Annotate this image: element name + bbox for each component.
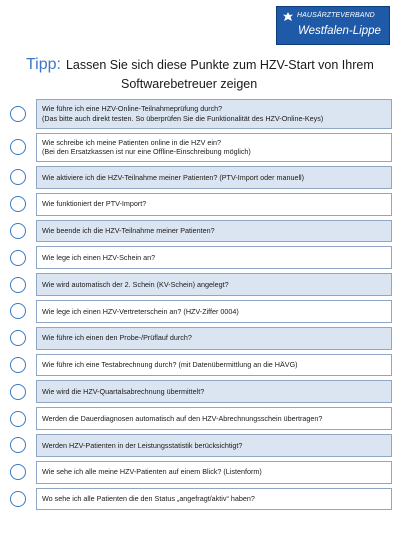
question-box bbox=[36, 434, 392, 457]
checkbox-circle[interactable] bbox=[10, 223, 26, 239]
question-text: Wie lege ich einen HZV-Vertreterschein an? (HZV-Ziffer 0004) bbox=[42, 306, 239, 316]
checkbox-circle[interactable] bbox=[10, 106, 26, 122]
question-text: Wie wird die HZV-Quartalsabrechnung übermittelt? bbox=[42, 387, 205, 397]
question-text: Wo sehe ich alle Patienten die den Status „angefragt/aktiv“ haben? bbox=[42, 494, 255, 504]
checkbox-circle[interactable] bbox=[10, 384, 26, 400]
checkbox-circle[interactable] bbox=[10, 303, 26, 319]
checklist-item bbox=[0, 218, 400, 245]
checklist-item bbox=[0, 405, 400, 432]
checklist-item bbox=[0, 352, 400, 379]
checkbox-circle[interactable] bbox=[10, 277, 26, 293]
checkbox-circle[interactable] bbox=[10, 491, 26, 507]
question-text: Wie beende ich die HZV-Teilnahme meiner Patienten? bbox=[42, 226, 215, 236]
question-box bbox=[36, 273, 392, 296]
question-text: Wie führe ich eine Testabrechnung durch? (mit Datenübermittlung an die HÄVG) bbox=[42, 360, 298, 370]
checklist-item bbox=[0, 486, 400, 513]
checklist-item bbox=[0, 131, 400, 165]
checklist-item bbox=[0, 271, 400, 298]
question-text: Werden HZV-Patienten in der Leistungsstatistik berücksichtigt? bbox=[42, 440, 243, 450]
question-text: Wie funktioniert der PTV-Import? bbox=[42, 199, 147, 209]
checklist-item bbox=[0, 97, 400, 131]
question-text: Wie wird automatisch der 2. Schein (KV-Schein) angelegt? bbox=[42, 279, 229, 289]
checkbox-circle[interactable] bbox=[10, 330, 26, 346]
checkbox-circle[interactable] bbox=[10, 196, 26, 212]
checkbox-circle[interactable] bbox=[10, 357, 26, 373]
checkbox-circle[interactable] bbox=[10, 250, 26, 266]
checkbox-circle[interactable] bbox=[10, 437, 26, 453]
question-box bbox=[36, 133, 392, 163]
page-title bbox=[26, 55, 396, 94]
logo-org-line: HAUSÄRZTEVERBAND bbox=[297, 12, 375, 19]
question-text: Werden die Dauerdiagnosen automatisch auf den HZV-Abrechnungsschein übertragen? bbox=[42, 413, 323, 423]
checklist-item bbox=[0, 459, 400, 486]
checklist-item bbox=[0, 432, 400, 459]
title-line-1: Lassen Sie sich diese Punkte zum HZV-Start von Ihrem bbox=[65, 58, 374, 72]
checkbox-circle[interactable] bbox=[10, 139, 26, 155]
question-box bbox=[36, 300, 392, 323]
question-box bbox=[36, 166, 392, 189]
question-box bbox=[36, 246, 392, 269]
question-text: Wie sehe ich alle meine HZV-Patienten auf einem Blick? (Listenform) bbox=[42, 467, 262, 477]
logo bbox=[276, 6, 390, 45]
question-note: (Bei den Ersatzkassen ist nur eine Offline-Einschreibung möglich) bbox=[42, 147, 251, 157]
question-text: Wie aktiviere ich die HZV-Teilnahme meiner Patienten? (PTV-Import oder manuell) bbox=[42, 172, 305, 182]
checkbox-circle[interactable] bbox=[10, 464, 26, 480]
title-line-2: Softwarebetreuer zeigen bbox=[121, 77, 258, 91]
question-text: Wie führe ich eine HZV-Online-Teilnahmeprüfung durch? bbox=[42, 104, 223, 114]
question-box bbox=[36, 220, 392, 243]
checklist-item bbox=[0, 325, 400, 352]
checkbox-circle[interactable] bbox=[10, 169, 26, 185]
checklist-item bbox=[0, 191, 400, 218]
question-box bbox=[36, 193, 392, 216]
question-note: (Das bitte auch direkt testen. So überprüfen Sie die Funktionalität des HZV-Online-Keys) bbox=[42, 113, 324, 123]
question-box bbox=[36, 407, 392, 430]
question-text: Wie lege ich einen HZV-Schein an? bbox=[42, 253, 156, 263]
checklist-item bbox=[0, 244, 400, 271]
question-box bbox=[36, 461, 392, 484]
checklist bbox=[0, 97, 400, 512]
checklist-item bbox=[0, 298, 400, 325]
tipp-label: Tipp: bbox=[26, 56, 61, 73]
question-text: Wie schreibe ich meine Patienten online in die HZV ein? bbox=[42, 137, 221, 147]
question-box bbox=[36, 380, 392, 403]
question-box bbox=[36, 327, 392, 350]
checklist-item bbox=[0, 378, 400, 405]
question-text: Wie führe ich einen den Probe-/Prüflauf durch? bbox=[42, 333, 192, 343]
question-box bbox=[36, 488, 392, 511]
question-box bbox=[36, 99, 392, 129]
eagle-icon bbox=[282, 11, 294, 23]
question-box bbox=[36, 354, 392, 377]
checklist-item bbox=[0, 164, 400, 191]
logo-region-line: Westfalen-Lippe bbox=[298, 25, 381, 37]
checkbox-circle[interactable] bbox=[10, 411, 26, 427]
